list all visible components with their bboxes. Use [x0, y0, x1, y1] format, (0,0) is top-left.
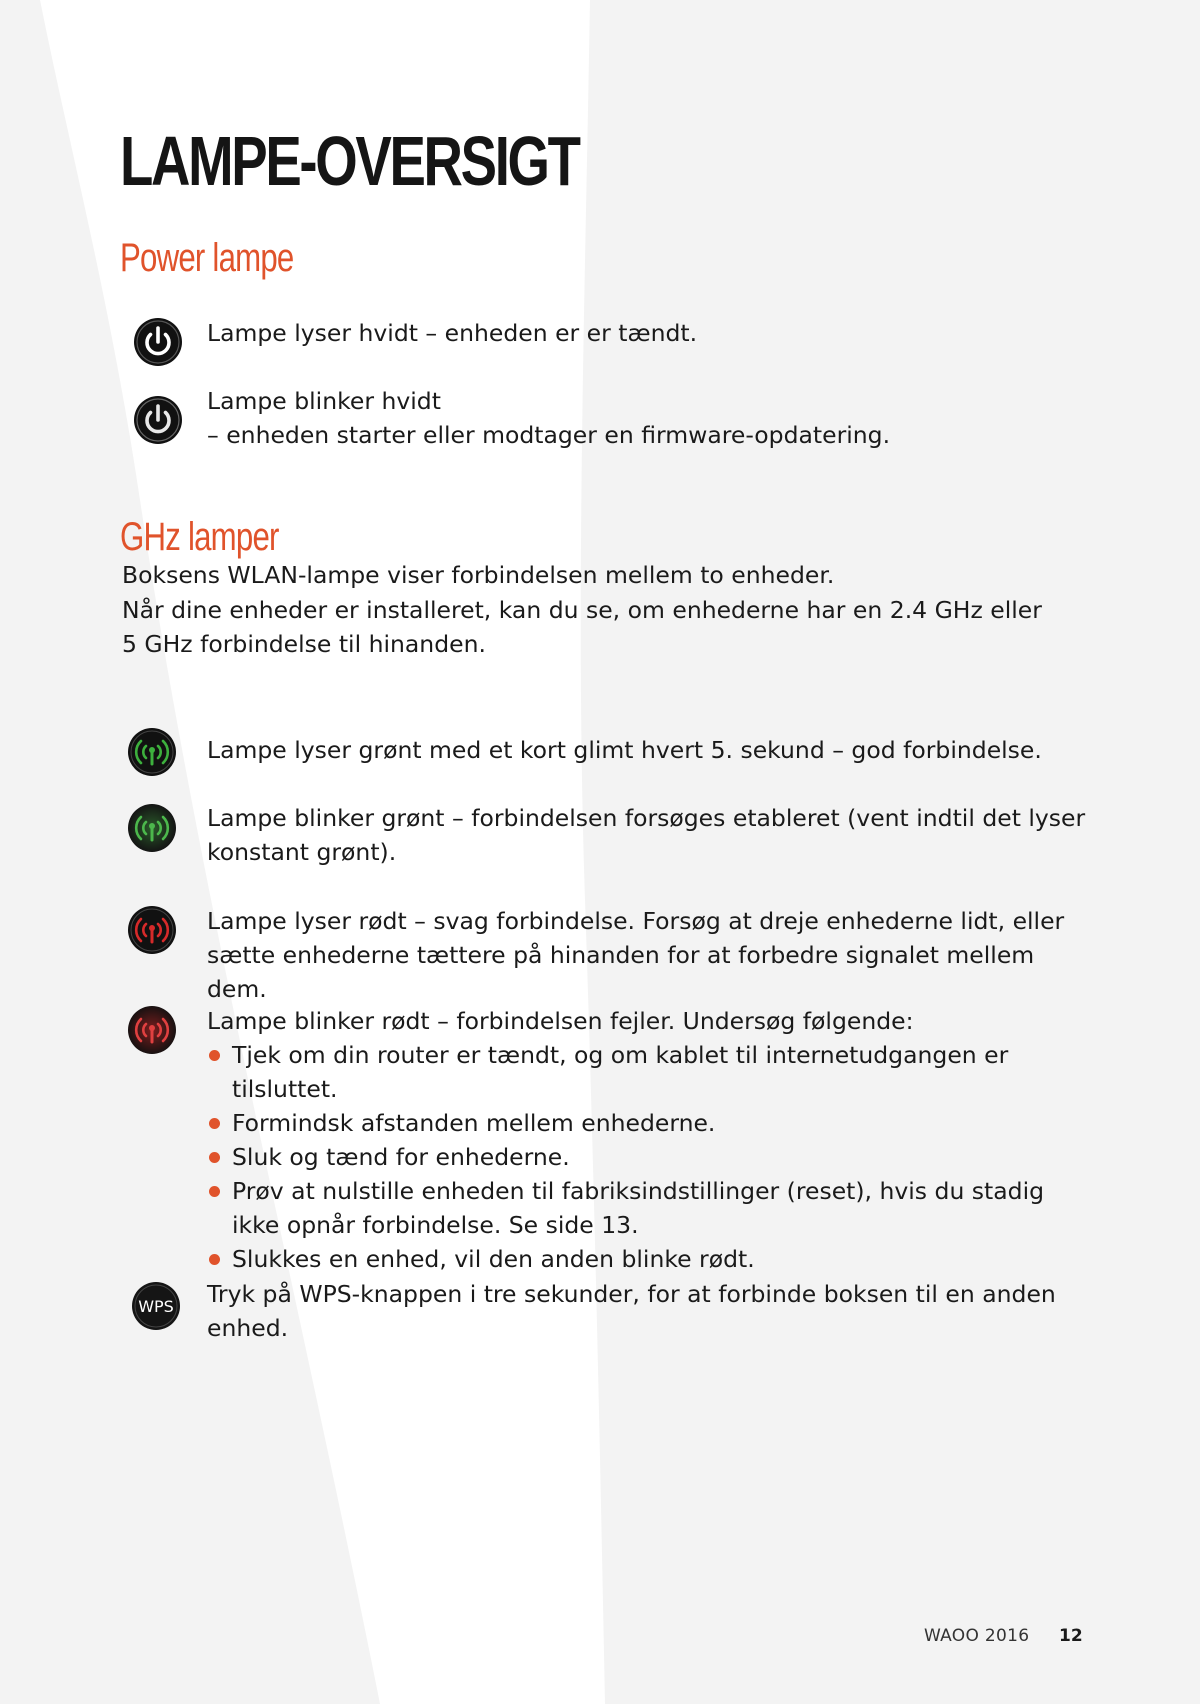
page-title: LAMPE-OVERSIGT	[120, 122, 579, 200]
wifi-red-blink-icon	[126, 1004, 178, 1056]
power-item-line: Lampe lyser hvidt – enheden er er tændt.	[207, 319, 698, 347]
ghz-section-heading: GHz lamper	[120, 515, 279, 559]
page-number: 12	[1059, 1626, 1083, 1646]
power-icon	[132, 316, 184, 368]
power-item-line: Lampe blinker hvidt	[207, 387, 441, 415]
ghz-item-text: Lampe lyser rødt – svag forbindelse. Forsøg at dreje enhederne lidt, eller sætte enhederne tættere på hinanden for at forbedre signalet mellem dem.	[207, 907, 1065, 1003]
troubleshoot-list	[207, 1038, 1087, 1276]
list-item: Tjek om din router er tændt, og om kablet til internetudgangen er tilsluttet.	[207, 1038, 1087, 1106]
list-item: Sluk og tænd for enhederne.	[207, 1140, 1087, 1174]
power-item-text	[207, 316, 1087, 350]
intro-line: 5 GHz forbindelse til hinanden.	[122, 630, 486, 658]
footer-brand: WAOO 2016	[924, 1626, 1030, 1646]
ghz-item-text: Tryk på WPS-knappen i tre sekunder, for at forbinde boksen til en anden enhed.	[207, 1280, 1056, 1342]
power-item-line: – enheden starter eller modtager en firmware-opdatering.	[207, 421, 891, 449]
wifi-red-icon	[126, 904, 178, 956]
power-section-heading: Power lampe	[120, 236, 294, 280]
list-item: Prøv at nulstille enheden til fabriksindstillinger (reset), hvis du stadig ikke opnår forbindelse. Se side 13.	[207, 1174, 1087, 1242]
ghz-intro	[122, 558, 1082, 662]
power-blink-icon	[132, 394, 184, 446]
list-item: Formindsk afstanden mellem enhederne.	[207, 1106, 1087, 1140]
wps-icon	[130, 1280, 182, 1332]
power-item-text	[207, 384, 1087, 452]
ghz-item-text: Lampe lyser grønt med et kort glimt hvert 5. sekund – god forbindelse.	[207, 736, 1042, 764]
list-item: Slukkes en enhed, vil den anden blinke rødt.	[207, 1242, 1087, 1276]
ghz-item-text: Lampe blinker grønt – forbindelsen forsøges etableret (vent indtil det lyser konstant grønt).	[207, 804, 1086, 866]
intro-line: Boksens WLAN-lampe viser forbindelsen mellem to enheder.	[122, 561, 835, 589]
ghz-item-lead: Lampe blinker rødt – forbindelsen fejler. Undersøg følgende:	[207, 1007, 914, 1035]
wifi-green-blink-icon	[126, 802, 178, 854]
wifi-green-icon	[126, 726, 178, 778]
intro-line: Når dine enheder er installeret, kan du se, om enhederne har en 2.4 GHz eller	[122, 595, 1042, 624]
ghz-item-text	[207, 1004, 1087, 1276]
wps-label: WPS	[138, 1297, 174, 1316]
